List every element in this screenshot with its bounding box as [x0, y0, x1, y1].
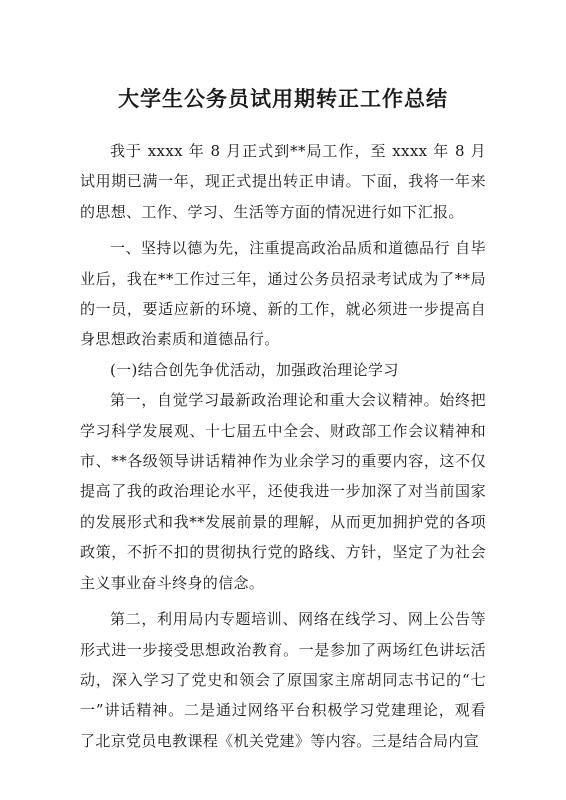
paragraph-section-one: 一、坚持以德为先，注重提高政治品质和道德品行 自毕业后，我在**工作过三年，通过公务员招录考试成为了**局的一员，要适应新的环境、新的工作，就必须进一步提高自身思想政治素质和道德品行。 — [80, 239, 486, 349]
paragraph-second-point: 第二，利用局内专题培训、网络在线学习、网上公告等形式进一步接受思想政治教育。一是参加了两场红色讲坛活动，深入学习了党史和领会了原国家主席胡同志书记的“七一”讲话精神。二是通过网络平台积极学习党建理论，观看了北京党员电教课程《机关党建》等内容。三是结合局内宣 — [80, 610, 486, 750]
paragraph-first-point: 第一，自觉学习最新政治理论和重大会议精神。始终把学习科学发展观、十七届五中全会、财政部工作会议精神和市、**各级领导讲话精神作为业余学习的重要内容，这不仅提高了我的政治理论水平，还使我进一步加深了对当前国家的发展形式和我**发展前景的理解，从而更加拥护党的各项政策，不折不扣的贯彻执行党的路线、方针，坚定了为社会主义事业奋斗终身的信念。 — [80, 391, 486, 592]
paragraph-intro: 我于 xxxx 年 8 月正式到**局工作，至 xxxx 年 8 月试用期已满一年，现正式提出转正申请。下面，我将一年来的思想、工作、学习、生活等方面的情况进行如下汇报。 — [80, 142, 486, 221]
document-title: 大学生公务员试用期转正工作总结 — [118, 86, 448, 111]
paragraph-subheading: (一)结合创先争优活动，加强政治理论学习 — [110, 360, 399, 379]
